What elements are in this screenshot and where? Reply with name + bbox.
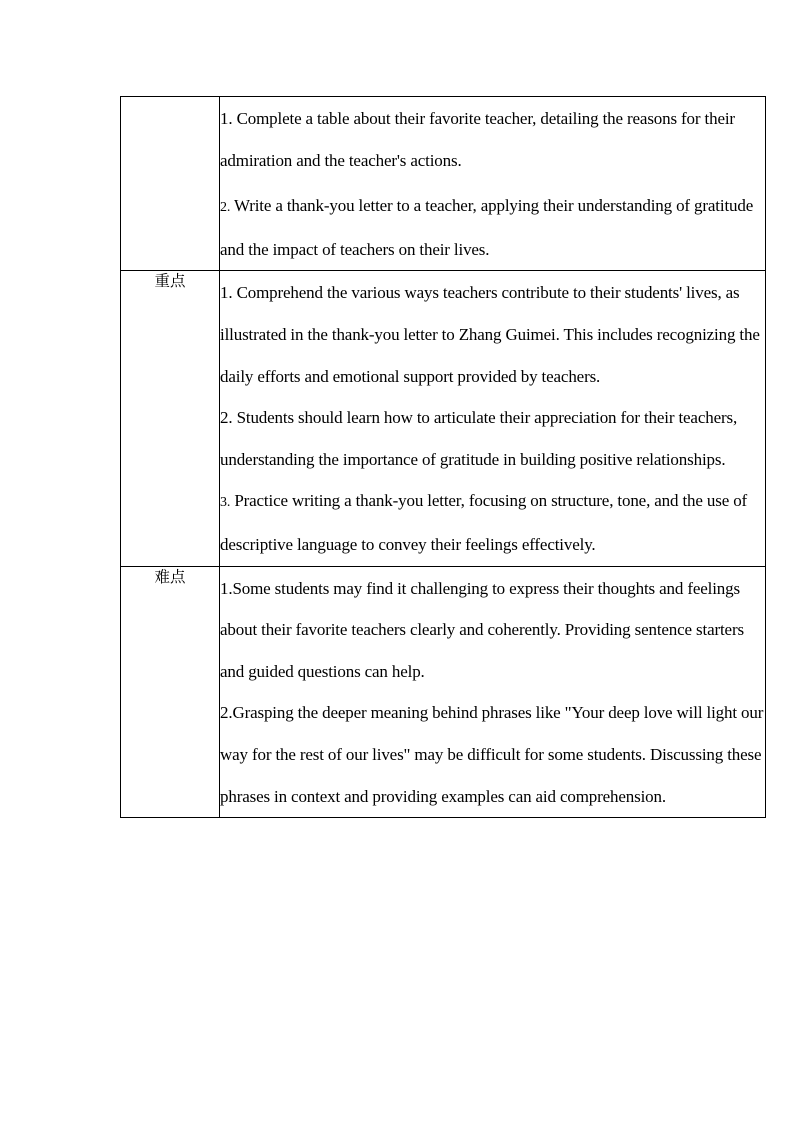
item-number: 1. xyxy=(220,109,233,128)
row-content xyxy=(220,566,766,818)
item-text: Write a thank-you letter to a teacher, applying their understanding of gratitude and the impact of teachers on their lives. xyxy=(220,196,754,259)
list-item xyxy=(220,568,765,693)
list-item xyxy=(220,692,765,817)
item-text: Practice writing a thank-you letter, focusing on structure, tone, and the use of descriptive language to convey their feelings effectively. xyxy=(220,491,748,554)
table-row xyxy=(121,97,766,271)
item-text: Some students may find it challenging to express their thoughts and feelings about their favorite teachers clearly and coherently. Providing sentence starters and guided questions can help. xyxy=(220,578,744,681)
row-content xyxy=(220,271,766,566)
row-label-empty xyxy=(121,97,220,271)
list-item xyxy=(220,272,765,397)
table-row xyxy=(121,566,766,818)
list-item xyxy=(220,480,765,565)
item-number: 3. xyxy=(220,495,231,511)
item-text: Complete a table about their favorite teacher, detailing the reasons for their admiration and the teacher's actions. xyxy=(220,109,735,170)
item-number: 1. xyxy=(220,283,233,303)
item-number: 2. xyxy=(220,408,233,428)
item-number: 1. xyxy=(220,578,233,598)
row-label-key-points: 重点 xyxy=(121,271,220,566)
list-item xyxy=(220,98,765,181)
item-text: Grasping the deeper meaning behind phrases like "Your deep love will light our way for the rest of our lives" may be difficult for some students. Discussing these phrases in context and providing examples can aid comprehension. xyxy=(220,703,764,806)
row-content xyxy=(220,97,766,271)
list-item xyxy=(220,397,765,480)
item-number: 2. xyxy=(220,703,233,723)
item-number: 2. xyxy=(220,200,231,216)
item-text: Comprehend the various ways teachers contribute to their students' lives, as illustrated in the thank-you letter to Zhang Guimei. This includes recognizing the daily efforts and emotional support provided by teachers. xyxy=(220,283,760,386)
row-label-difficulties: 难点 xyxy=(121,566,220,818)
lesson-plan-table xyxy=(120,96,766,818)
table-row xyxy=(121,271,766,566)
item-text: Students should learn how to articulate their appreciation for their teachers, understanding the importance of gratitude in building positive relationships. xyxy=(220,408,738,469)
list-item xyxy=(220,185,765,270)
